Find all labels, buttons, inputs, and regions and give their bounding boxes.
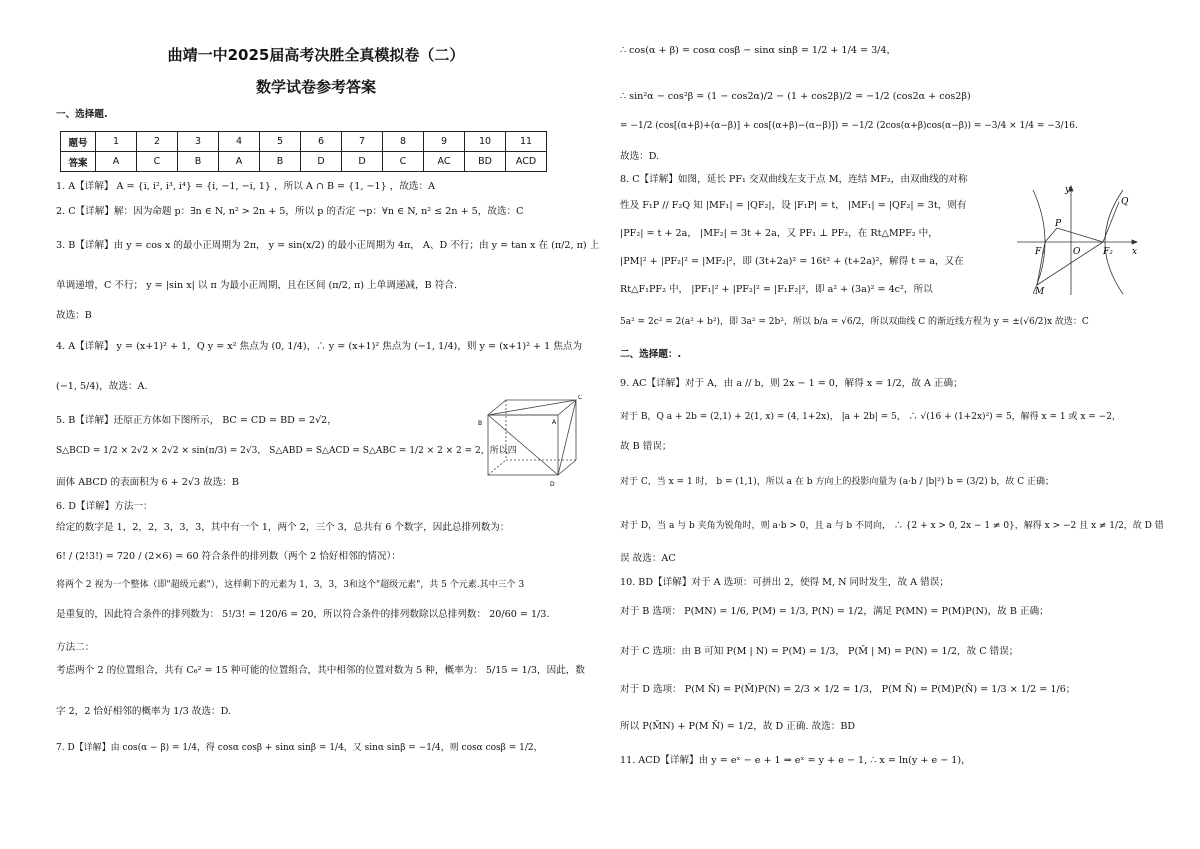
- answer-line: 面体 ABCD 的表面积为 6 + 2√3 故选：B: [56, 477, 239, 488]
- answer-line: ∴ cos(α + β) = cosα cosβ − sinα sinβ = 1/2 + 1/4 = 3/4，: [620, 45, 897, 56]
- table-cell: 9: [424, 132, 465, 152]
- table-cell: 7: [342, 132, 383, 152]
- answer-line: 对于 B，Q a + 2b = (2,1) + 2(1, x) = (4, 1+2x)， |a + 2b| = 5， ∴ √(16 + (1+2x)²) = 5，解得 x = 1 或 x = −2，: [620, 412, 1121, 422]
- answer-line: 9. AC【详解】对于 A，由 a // b，则 2x − 1 = 0，解得 x = 1/2，故 A 正确；: [620, 378, 963, 389]
- table-cell: D: [342, 152, 383, 172]
- paper-title: 曲靖一中2025届高考决胜全真模拟卷（二）: [167, 46, 465, 64]
- table-cell: C: [383, 152, 424, 172]
- table-cell: 1: [96, 132, 137, 152]
- table-cell: 6: [301, 132, 342, 152]
- answer-line: 5a² = 2c² = 2(a² + b²)，即 3a² = 2b²，所以 b/a = √6/2，所以双曲线 C 的渐近线方程为 y = ±(√6/2)x 故选：C: [620, 317, 1089, 327]
- hyperbola-figure: [1015, 180, 1140, 300]
- cube-figure: [476, 395, 586, 490]
- table-cell: AC: [424, 152, 465, 172]
- answer-line: 5. B【详解】还原正方体如下图所示， BC = CD = BD = 2√2，: [56, 415, 337, 426]
- answer-line: 1. A【详解】 A = {i, i², i³, i⁴} = {i, −1, −i, 1} ，所以 A ∩ B = {1, −1} ，故选：A: [56, 181, 436, 192]
- answer-table: [60, 131, 547, 172]
- answer-line: |PM|² + |PF₂|² = |MF₂|²，即 (3t+2a)² = 16t² + (t+2a)²，解得 t = a，又在: [620, 256, 964, 267]
- paper-subtitle: 数学试卷参考答案: [255, 78, 376, 96]
- answer-line: 故选：D.: [620, 151, 660, 162]
- answer-line: 考虑两个 2 的位置组合，共有 C₆² = 15 种可能的位置组合，其中相邻的位置对数为 5 种，概率为： 5/15 = 1/3，因此，数: [56, 665, 585, 676]
- answer-line: 6. D【详解】方法一：: [56, 501, 153, 512]
- table-cell: B: [178, 152, 219, 172]
- answer-line: 故 B 错误；: [620, 441, 672, 452]
- cube-label-c: C: [578, 395, 583, 401]
- table-cell: 10: [465, 132, 506, 152]
- answer-line: Rt△F₁PF₂ 中， |PF₁|² + |PF₂|² = |F₁F₂|²，即 a² + (3a)² = 4c²，所以: [620, 284, 933, 295]
- answer-line: 方法二：: [56, 642, 95, 653]
- table-cell: D: [301, 152, 342, 172]
- answer-table-answer-row: [61, 152, 547, 172]
- answer-line: 给定的数字是 1，2，2，3，3，3，其中有一个 1，两个 2，三个 3，总共有 6 个数字，因此总排列数为：: [56, 522, 510, 533]
- hyp-label-x: x: [1132, 247, 1138, 257]
- hyp-label-f1: F₁: [1035, 247, 1045, 257]
- answer-line: 误 故选：AC: [620, 553, 676, 564]
- table-cell: 答案: [61, 152, 96, 172]
- table-cell: 3: [178, 132, 219, 152]
- answer-line: 性及 F₁P // F₂Q 知 |MF₁| = |QF₂|，设 |F₁P| = t， |MF₁| = |QF₂| = 3t，则有: [620, 200, 967, 211]
- answer-line: 是重复的，因此符合条件的排列数为： 5!/3! = 120/6 = 20，所以符合条件的排列数除以总排列数： 20/60 = 1/3.: [56, 609, 550, 620]
- answer-line: |PF₂| = t + 2a， |MF₂| = 3t + 2a，又 PF₁ ⊥ PF₂，在 Rt△MPF₂ 中，: [620, 228, 938, 239]
- table-cell: 2: [137, 132, 178, 152]
- answer-line: 对于 C，当 x = 1 时， b = (1,1)，所以 a 在 b 方向上的投影向量为 (a·b / |b|²) b = (3/2) b，故 C 正确；: [620, 477, 1055, 487]
- answer-line: (−1, 5/4)，故选：A.: [56, 381, 148, 392]
- answer-line: 单调递增，C 不行； y = |sin x| 以 π 为最小正周期，且在区间 (π/2, π) 上单调递减，B 符合.: [56, 280, 457, 291]
- table-cell: BD: [465, 152, 506, 172]
- table-cell: C: [137, 152, 178, 172]
- answer-table-header-row: [61, 132, 547, 152]
- answer-line: 10. BD【详解】对于 A 选项：可拼出 2，使得 M, N 同时发生，故 A 错误；: [620, 577, 949, 588]
- answer-line: 3. B【详解】由 y = cos x 的最小正周期为 2π， y = sin(x/2) 的最小正周期为 4π， A、D 不行；由 y = tan x 在 (π/2, π) 上: [56, 240, 600, 251]
- answer-line: 8. C【详解】如图，延长 PF₁ 交双曲线左支于点 M，连结 MF₂，由双曲线的对称: [620, 174, 968, 185]
- answer-line: 字 2，2 恰好相邻的概率为 1/3 故选：D.: [56, 706, 231, 717]
- table-cell: 4: [219, 132, 260, 152]
- answer-line: = −1/2 (cos[(α+β)+(α−β)] + cos[(α+β)−(α−β)]) = −1/2 (2cos(α+β)cos(α−β)) = −3/4 × 1/4 = −3/16.: [620, 121, 1078, 131]
- section-heading-2: 二、选择题：.: [620, 349, 682, 360]
- answer-line: 对于 D 选项： P(M N̄) = P(M̄)P(N) = 2/3 × 1/2 = 1/3， P(M N̄) = P(M)P(N̄) = 1/3 × 1/2 = 1/6；: [620, 684, 1076, 695]
- answer-line: 7. D【详解】由 cos(α − β) = 1/4，得 cosα cosβ + sinα sinβ = 1/4，又 sinα sinβ = −1/4，则 cosα cosβ = 1/2，: [56, 743, 543, 753]
- table-cell: 8: [383, 132, 424, 152]
- cube-label-a: A: [552, 419, 557, 426]
- table-cell: A: [219, 152, 260, 172]
- answer-line: 4. A【详解】 y = (x+1)² + 1，Q y = x² 焦点为 (0, 1/4)，∴ y = (x+1)² 焦点为 (−1, 1/4)，则 y = (x+1)² + 1 焦点为: [56, 341, 583, 352]
- table-cell: 5: [260, 132, 301, 152]
- hyp-label-q: Q: [1121, 197, 1129, 207]
- answer-line: 故选：B: [56, 310, 92, 321]
- cube-edges: [488, 400, 576, 475]
- table-cell: 题号: [61, 132, 96, 152]
- answer-line: 所以 P(M̄N) + P(M N̄) = 1/2，故 D 正确. 故选：BD: [620, 721, 856, 732]
- answer-line: 11. ACD【详解】由 y = eˣ − e + 1 ⇒ eˣ = y + e − 1, ∴ x = ln(y + e − 1)，: [620, 755, 971, 766]
- cube-label-b: B: [478, 420, 483, 427]
- hyp-label-m: M: [1035, 287, 1045, 297]
- section-heading-1: 一、选择题.: [56, 109, 108, 120]
- answer-line: 6! / (2!3!) = 720 / (2×6) = 60 符合条件的排列数（两个 2 恰好相邻的情况）：: [56, 551, 401, 562]
- hyp-label-p: P: [1055, 219, 1062, 229]
- answer-line: 2. C【详解】解：因为命题 p：∃n ∈ N, n² > 2n + 5，所以 p 的否定 ¬p：∀n ∈ N, n² ≤ 2n + 5，故选：C: [56, 206, 524, 217]
- table-cell: B: [260, 152, 301, 172]
- table-cell: 11: [506, 132, 547, 152]
- answer-line: S△BCD = 1/2 × 2√2 × 2√2 × sin(π/3) = 2√3， S△ABD = S△ACD = S△ABC = 1/2 × 2 × 2 = 2，所以四: [56, 446, 517, 456]
- cube-label-d: D: [550, 481, 555, 488]
- answer-line: 对于 C 选项：由 B 可知 P(M | N) = P(M) = 1/3， P(M̄ | M) = P(N) = 1/2，故 C 错误；: [620, 646, 1019, 657]
- answer-line: 对于 B 选项： P(MN) = 1/6, P(M) = 1/3, P(N) = 1/2，满足 P(MN) = P(M)P(N)，故 B 正确；: [620, 606, 1049, 617]
- hyperbola-lines: [1017, 186, 1137, 295]
- answer-line: 将两个 2 视为一个整体（即"超级元素"），这样剩下的元素为 1，3，3，3和这个"超级元素"，共 5 个元素.其中三个 3: [56, 580, 525, 590]
- table-cell: ACD: [506, 152, 547, 172]
- hyp-label-y: y: [1065, 185, 1071, 195]
- hyp-label-f2: F₂: [1103, 247, 1113, 257]
- answer-line: 对于 D，当 a 与 b 夹角为锐角时，则 a·b > 0，且 a 与 b 不同向， ∴ {2 + x > 0, 2x − 1 ≠ 0}，解得 x > −2 且 x ≠ 1/2，故 D 错: [620, 521, 1164, 531]
- hyp-label-o: O: [1073, 247, 1081, 257]
- answer-line: ∴ sin²α − cos²β = (1 − cos2α)/2 − (1 + cos2β)/2 = −1/2 (cos2α + cos2β): [620, 91, 971, 102]
- table-cell: A: [96, 152, 137, 172]
